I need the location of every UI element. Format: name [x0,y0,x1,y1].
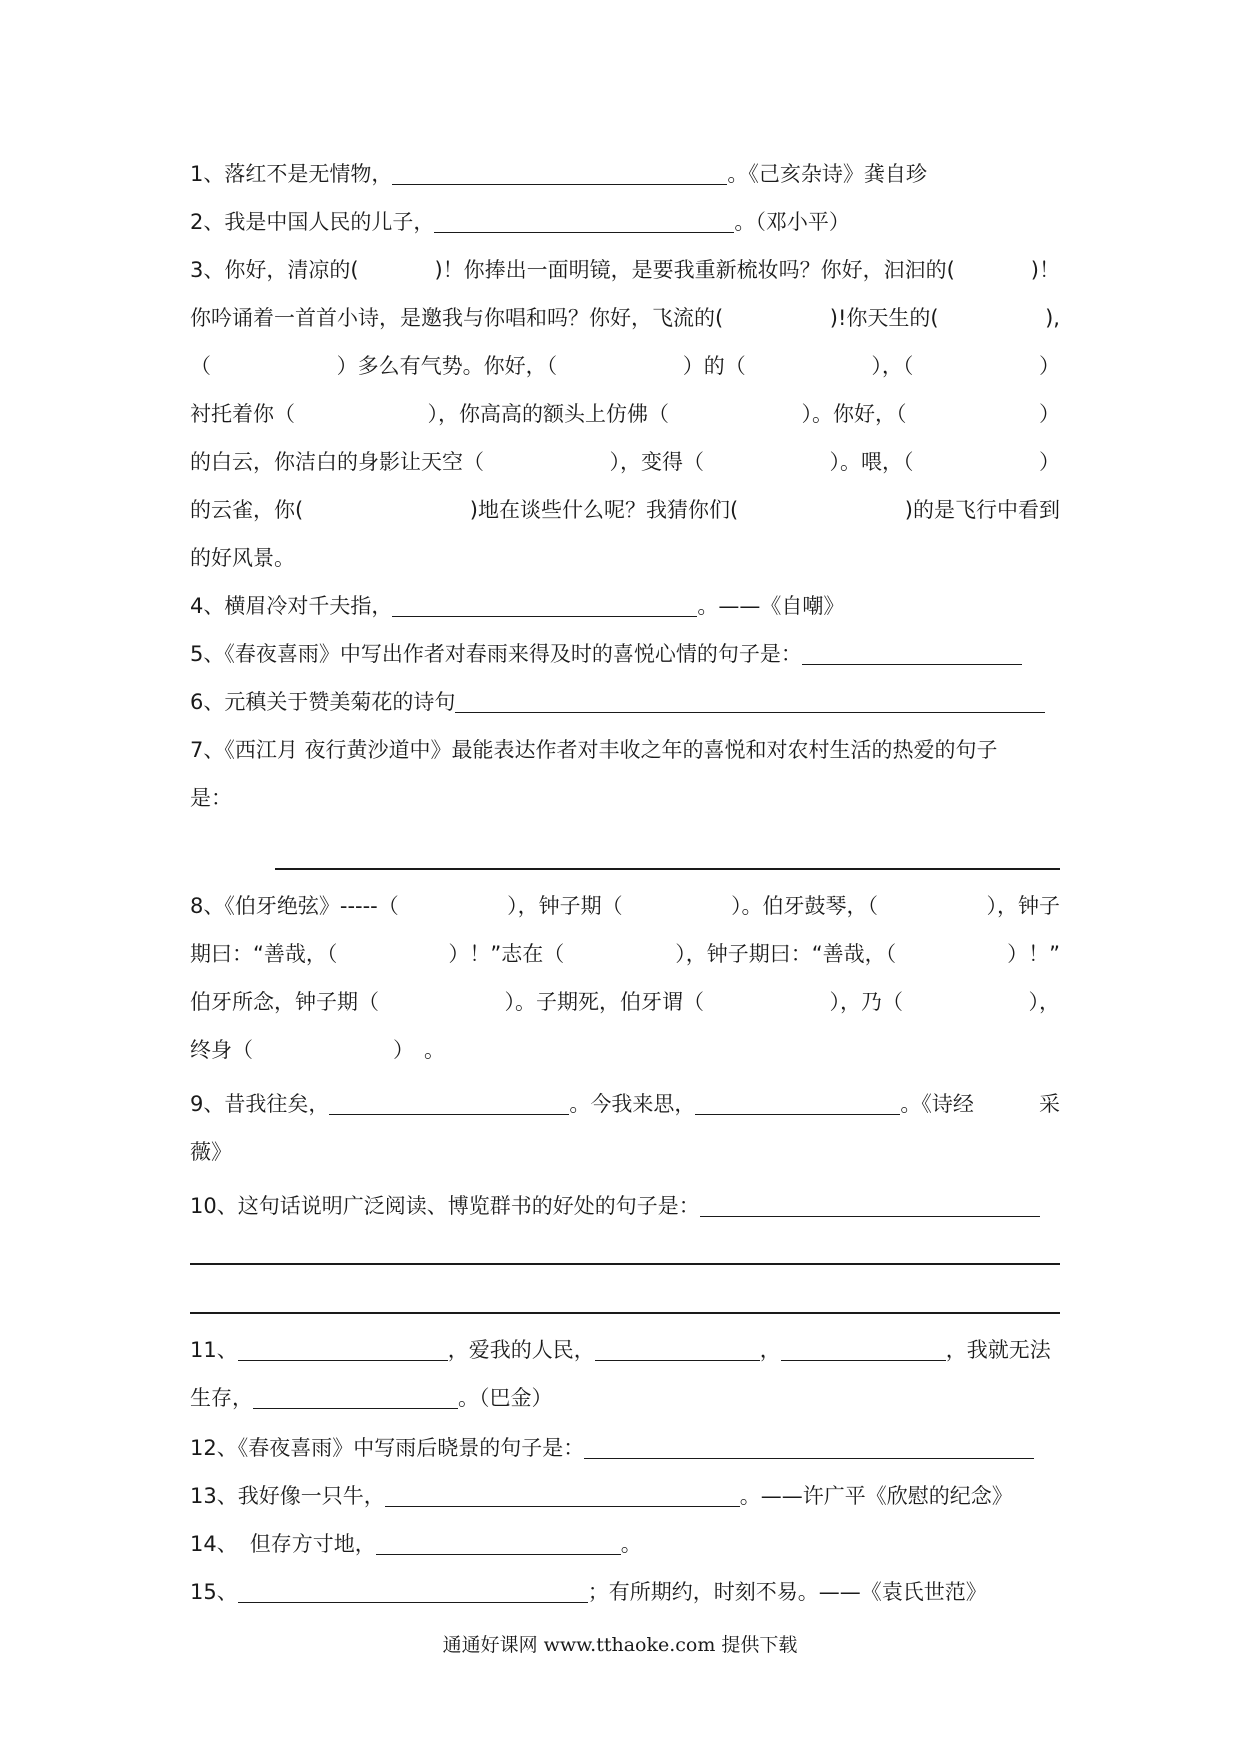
question-number: 15、 [190,1580,238,1604]
question-text: 衬托着你（ [190,402,295,426]
answer-blank[interactable] [455,692,1045,713]
question-text: （ [190,354,211,378]
answer-line[interactable] [190,1263,1060,1265]
question-number: 7、 [190,738,225,762]
question-9 [190,1080,1060,1128]
question-4 [190,582,1060,630]
question-text: 期曰：“善哉，（ [190,942,338,966]
question-text: 8、《伯牙绝弦》-----（ [190,894,399,918]
answer-blank[interactable] [584,1438,1034,1459]
question-text: ） [1039,450,1060,474]
answer-blank[interactable] [595,1340,760,1361]
answer-blank[interactable] [376,1534,621,1555]
question-text: ）多么有气势。你好，（ [336,354,558,378]
question-text: ） [393,1038,414,1062]
question-text: )！ [1030,258,1060,282]
question-text: ）。你好，（ [801,402,907,426]
question-number: 2、 [190,210,225,234]
answer-blank[interactable] [695,1094,900,1115]
question-text: ， [759,1338,781,1362]
question-5 [190,630,1060,678]
question-text: 采 [1039,1092,1060,1116]
answer-blank[interactable] [802,644,1022,665]
answer-blank[interactable] [392,164,727,185]
question-14 [190,1520,1060,1568]
question-text: ），钟子期（ [507,894,623,918]
question-text: 。（巴金） [458,1386,553,1410]
question-text: ，爱我的人民， [447,1338,595,1362]
question-3-line-4 [190,390,1060,438]
question-11 [190,1326,1060,1374]
answer-blank[interactable] [781,1340,946,1361]
question-3-line-1 [190,246,1060,294]
question-number: 1、 [190,162,225,186]
question-text: ）。子期死，伯牙谓（ [504,990,704,1014]
question-13 [190,1472,1060,1520]
question-text: 。 [620,1532,642,1556]
question-text: 伯牙所念，钟子期（ [190,990,379,1014]
question-text: ） [1039,402,1060,426]
question-text: 《春夜喜雨》中写雨后晓景的句子是： [237,1436,585,1460]
answer-blank[interactable] [385,1486,740,1507]
question-7-line-2 [190,774,1060,822]
question-text: )的是飞行中看到 [904,498,1060,522]
question-text: ），（ [871,354,914,378]
question-10 [190,1182,1060,1230]
answer-line[interactable] [275,868,1060,870]
question-text: ），钟子 [986,894,1060,918]
question-number: 12、 [190,1436,238,1460]
question-9-line-2 [190,1128,1060,1176]
question-text: 这句话说明广泛阅读、博览群书的好处的句子是： [237,1194,700,1218]
question-text: 落红不是无情物， [224,162,393,186]
question-2 [190,198,1060,246]
question-text: ） [1039,354,1060,378]
question-text: ），钟子期曰：“善哉，（ [675,942,897,966]
question-3-line-2 [190,294,1060,342]
answer-line[interactable] [190,1312,1060,1314]
question-number: 4、 [190,594,225,618]
question-text: ), [1045,306,1060,330]
question-number: 14、 [190,1532,238,1556]
question-number: 5、 [190,642,225,666]
question-text: ），变得（ [609,450,704,474]
question-text: 。 [424,1038,445,1062]
question-text: 。——许广平《欣慰的纪念》 [739,1484,1013,1508]
question-text: ）。喂，（ [829,450,914,474]
question-number: 13、 [190,1484,238,1508]
question-text: ；有所期约，时刻不易。——《袁氏世范》 [587,1580,987,1604]
question-text: 横眉冷对千夫指， [224,594,393,618]
question-text: )地在谈些什么呢？我猜你们( [469,498,739,522]
question-text: 生存， [190,1386,253,1410]
question-text: 薇》 [190,1140,232,1164]
question-text: ）， [1028,990,1060,1014]
question-text: 。今我来思， [569,1092,696,1116]
question-text: 。《诗经 [900,1092,974,1116]
question-text: 《西江月 夜行黄沙道中》最能表达作者对丰收之年的喜悦和对农村生活的热爱的句子 [224,738,998,762]
question-3-line-7 [190,534,1060,582]
answer-blank[interactable] [329,1094,569,1115]
question-text: 元稹关于赞美菊花的诗句 [224,690,456,714]
question-number: 6、 [190,690,225,714]
question-8-line-1 [190,882,1060,930]
question-text: ）。伯牙鼓琴，（ [731,894,879,918]
answer-blank[interactable] [238,1340,448,1361]
question-12 [190,1424,1060,1472]
answer-blank[interactable] [238,1582,588,1603]
question-text: ）！”志在（ [448,942,565,966]
question-3-line-3 [190,342,1060,390]
question-text: 的云雀，你( [190,498,304,522]
question-text: 你吟诵着一首首小诗，是邀我与你唱和吗？你好，飞流的( [190,306,724,330]
question-text: 《春夜喜雨》中写出作者对春雨来得及时的喜悦心情的句子是： [224,642,802,666]
question-text: 终身（ [190,1038,253,1062]
question-text: )!你天生的( [829,306,939,330]
question-text: ），乃（ [829,990,903,1014]
question-text: 是： [190,786,232,810]
question-1 [190,150,1060,198]
question-8-line-3 [190,978,1060,1026]
question-8-line-2 [190,930,1060,978]
question-6 [190,678,1060,726]
question-3-line-6 [190,486,1060,534]
question-text: )！你捧出一面明镜，是要我重新梳妆吗？你好，汩汩的( [434,258,955,282]
question-text: 的好风景。 [190,546,295,570]
answer-blank[interactable] [700,1196,1040,1217]
question-text: ）的（ [682,354,746,378]
question-text: 。——《自嘲》 [697,594,845,618]
question-number: 10、 [190,1194,238,1218]
question-15 [190,1568,1060,1616]
question-number: 9、 [190,1092,225,1116]
question-8-line-4 [190,1026,1060,1074]
question-text: 昔我往矣， [224,1092,330,1116]
answer-blank[interactable] [392,596,697,617]
answer-blank[interactable] [253,1388,458,1409]
question-text: 。（邓小平） [734,210,850,234]
question-7 [190,726,1060,774]
question-text: 我好像一只牛， [237,1484,385,1508]
question-text: ），你高高的额头上仿佛（ [427,402,669,426]
question-text: 我是中国人民的儿子， [224,210,435,234]
question-text: 但存方寸地， [249,1532,376,1556]
question-11-line-2 [190,1374,1060,1422]
question-text: ）！” [1007,942,1060,966]
question-text: ，我就无法 [945,1338,1051,1362]
question-text: 。《己亥杂诗》龚自珍 [727,162,927,186]
question-text: 3、你好，清凉的( [190,258,359,282]
question-3-line-5 [190,438,1060,486]
question-text: 的白云，你洁白的身影让天空（ [190,450,484,474]
question-number: 11、 [190,1338,238,1362]
footer-credit: 通通好课网 www.tthaoke.com 提供下载 [442,1634,798,1656]
answer-blank[interactable] [434,212,734,233]
